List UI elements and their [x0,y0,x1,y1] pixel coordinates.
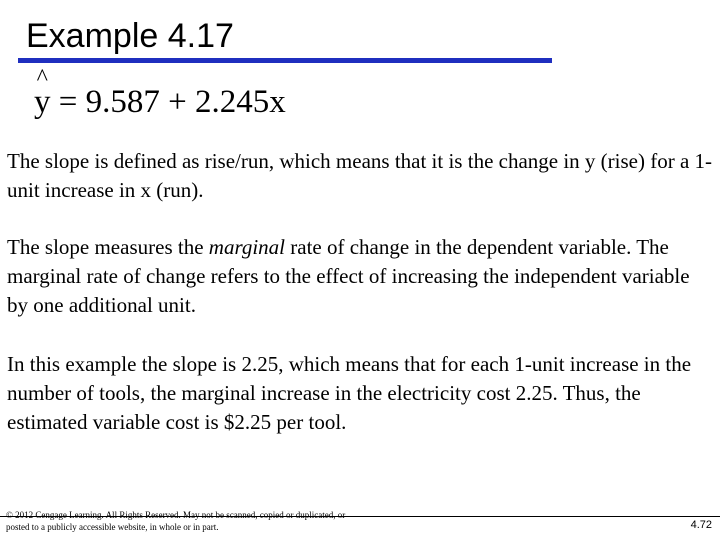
slope-definition-paragraph: The slope is defined as rise/run, which means that it is the change in y (rise) for a 1-unit increase in x (run). [7,149,713,202]
y-hat-symbol [34,65,51,122]
emphasis-marginal: marginal [208,235,286,259]
slide-title: Example 4.17 [26,17,234,55]
y-variable: y [34,84,51,120]
title-underline [18,58,552,63]
regression-equation [34,65,286,122]
paragraph-text: rate of change in the dependent variable. The marginal rate of change refers to the effect of increasing the independent variable by one additional unit. [7,235,690,317]
hat-accent: ^ [36,65,48,91]
example-interpretation-paragraph: In this example the slope is 2.25, which means that for each 1-unit increase in the number of tools, the marginal increase in the electricity cost 2.25. Thus, the estimated variable cost is $2.25 per tool. [7,352,692,434]
paragraph-text: The slope measures the [7,235,209,259]
copyright-notice: © 2012 Cengage Learning. All Rights Reserved. May not be scanned, copied or duplicated, or posted to a publicly accessible website, in whole or in part. [6,510,346,532]
marginal-rate-paragraph [7,233,713,320]
page-number: 4.72 [690,519,712,531]
equation-rhs: = 9.587 + 2.245x [50,84,286,120]
